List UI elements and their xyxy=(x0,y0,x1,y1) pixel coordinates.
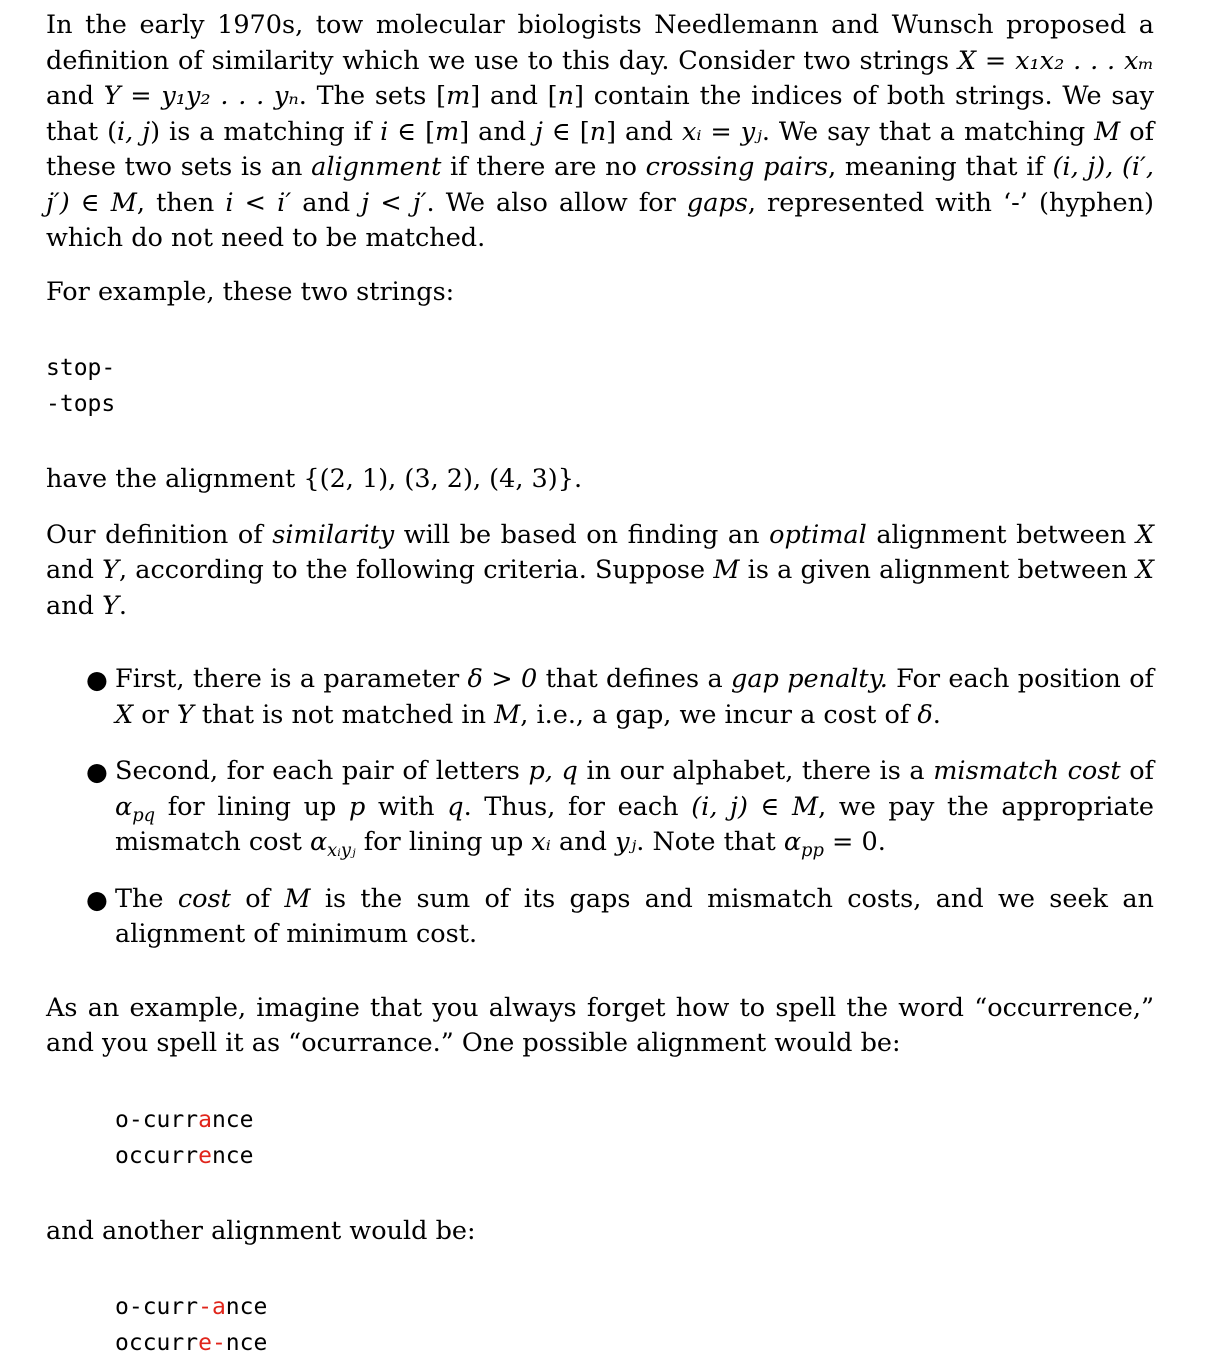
math-q: q xyxy=(447,791,464,822)
bullet-text: . Note that xyxy=(636,827,784,857)
intro-text: ] and xyxy=(606,116,682,147)
math-M: M xyxy=(284,883,311,914)
bullet-text: First, there is a parameter xyxy=(115,664,468,694)
intro-text: of these two sets is an xyxy=(46,116,1155,182)
math-X: X xyxy=(115,699,134,730)
math-pairs: (i, j), (i′, j′) ∈ M xyxy=(46,152,1154,218)
similarity-text: Our definition of xyxy=(46,519,273,550)
math-M: M xyxy=(713,555,740,585)
criteria-item-cost xyxy=(46,882,1154,953)
alignment-text: o-curr xyxy=(115,1294,199,1320)
intro-text: ] contain the indices of both strings. We say that ( xyxy=(46,81,1155,147)
gap-penalty-term: gap penalty. xyxy=(731,664,888,694)
bullet-text: The xyxy=(115,883,178,914)
similarity-text: and xyxy=(46,555,103,585)
cost-term: cost xyxy=(177,883,231,914)
alignment-text: occurr xyxy=(115,1142,199,1169)
math-m: m xyxy=(435,116,460,147)
math-yj: yⱼ xyxy=(615,827,637,857)
alignment-mismatch: a xyxy=(198,1106,212,1133)
math-alpha-subscript: pq xyxy=(132,804,156,826)
math-alpha-subscript: xᵢyⱼ xyxy=(327,840,356,862)
occurrence-paragraph: As an example, imagine that you always forget how to spell the word “occurrence,” and you spell it as “ocurrance.” One possible alignment would be: xyxy=(46,992,1154,1058)
intro-text: ] and [ xyxy=(470,81,558,111)
math-Y: Y xyxy=(102,590,119,621)
math-X: X xyxy=(1135,519,1154,550)
math-alpha: α xyxy=(783,827,802,857)
alignment-text: o-curr xyxy=(115,1106,199,1133)
intro-text: . We also allow for xyxy=(426,187,687,218)
similarity-text: , according to the following criteria. Suppose xyxy=(119,555,714,585)
intro-text: ∈ [ xyxy=(542,116,590,147)
intro-text: , then xyxy=(136,187,226,218)
alignment-text: occurr xyxy=(115,1330,199,1356)
bullet-text: For each position of xyxy=(887,664,1154,694)
bullet-icon: ● xyxy=(86,884,108,914)
example-string-2: -tops xyxy=(46,391,116,417)
intro-text: and xyxy=(46,81,104,111)
alignment-mismatch: e- xyxy=(198,1330,226,1356)
intro-paragraph xyxy=(46,8,1154,257)
intro-text: and xyxy=(291,187,362,218)
criteria-item-mismatch xyxy=(46,754,1154,861)
math-Y: Y xyxy=(102,555,119,585)
bullet-text: of xyxy=(230,883,285,914)
math-M: M xyxy=(1094,116,1121,147)
intro-text: , meaning that if xyxy=(828,152,1053,182)
math-j: j xyxy=(535,116,543,147)
bullet-text: , we pay the appropriate mismatch cost xyxy=(115,791,1154,857)
alignment-1-line-2 xyxy=(115,1138,1154,1174)
alignment-1-line-1 xyxy=(115,1102,1154,1138)
similarity-text: and xyxy=(46,590,103,621)
math-m: m xyxy=(446,81,471,111)
mismatch-cost-term: mismatch cost xyxy=(933,756,1121,786)
math-pq: p, q xyxy=(528,756,578,786)
alignment-text: nce xyxy=(211,1142,254,1169)
alignment-example-1 xyxy=(115,1102,1154,1174)
bullet-icon: ● xyxy=(86,757,108,786)
math-M: M xyxy=(494,699,521,730)
intro-text: . The sets [ xyxy=(298,81,447,111)
example-intro: For example, these two strings: xyxy=(46,276,455,307)
alignment-text: nce xyxy=(225,1294,268,1320)
math-Y: Y xyxy=(176,699,194,730)
bullet-text: for lining up xyxy=(355,827,532,857)
bullet-text: and xyxy=(550,827,616,857)
math-xi-eq-yj: xᵢ = yⱼ xyxy=(681,116,762,147)
optimal-term: optimal xyxy=(769,519,867,550)
math-ij-in-M: (i, j) ∈ M xyxy=(691,791,819,822)
crossing-pairs-term: crossing pairs xyxy=(645,152,829,182)
intro-text: ] and xyxy=(459,116,536,147)
y-definition: Y = y₁y₂ . . . yₙ xyxy=(103,81,299,111)
math-p: p xyxy=(348,791,366,822)
intro-text: ∈ [ xyxy=(388,116,436,147)
example-alignment: have the alignment {(2, 1), (3, 2), (4, 3)}. xyxy=(46,464,583,494)
bullet-text: = 0. xyxy=(823,827,886,857)
intro-text: . We say that a matching xyxy=(761,116,1095,147)
alignment-text: nce xyxy=(211,1106,254,1133)
bullet-text: for lining up xyxy=(155,791,349,822)
bullet-text: that is not matched in xyxy=(193,699,495,730)
similarity-paragraph xyxy=(46,518,1154,625)
alignment-2-line-1 xyxy=(115,1289,1154,1325)
bullet-text: or xyxy=(133,699,177,730)
intro-text: , represented with ‘-’ (hyphen) which do not need to be matched. xyxy=(46,187,1154,253)
similarity-text: will be based on finding an xyxy=(394,519,770,550)
alignment-mismatch: e xyxy=(198,1142,212,1169)
math-delta: δ xyxy=(917,699,933,730)
math-xi: xᵢ xyxy=(531,827,551,857)
bullet-text: . xyxy=(932,699,941,730)
math-n: n xyxy=(557,81,575,111)
another-alignment-intro: and another alignment would be: xyxy=(46,1215,476,1246)
math-alpha: α xyxy=(115,791,133,822)
alignment-example-2 xyxy=(115,1289,1154,1361)
criteria-item-gap xyxy=(46,662,1154,733)
bullet-text: that defines a xyxy=(537,664,732,694)
math-delta-gt: δ > 0 xyxy=(467,664,538,694)
example-strings-block xyxy=(46,350,1154,422)
similarity-text: . xyxy=(118,590,128,621)
intro-text: ) is a matching if xyxy=(150,116,381,147)
bullet-text: is the sum of its gaps and mismatch costs, and we seek an alignment of minimum cost. xyxy=(115,883,1154,949)
gaps-term: gaps xyxy=(686,187,748,218)
math-X: X xyxy=(1135,555,1154,585)
math-alpha-subscript: pp xyxy=(801,840,824,862)
bullet-text: . Thus, for each xyxy=(463,791,692,822)
document-page xyxy=(46,8,1154,1361)
alignment-term: alignment xyxy=(311,152,442,182)
criteria-list xyxy=(46,662,1154,953)
math-i: i xyxy=(380,116,389,147)
intro-text: if there are no xyxy=(441,152,646,182)
math-j-lt: j < j′ xyxy=(361,187,427,218)
bullet-text: Second, for each pair of letters xyxy=(115,756,529,786)
bullet-text: in our alphabet, there is a xyxy=(577,756,934,786)
similarity-term: similarity xyxy=(272,519,395,550)
math-i-lt: i < i′ xyxy=(225,187,292,218)
math-alpha: α xyxy=(309,827,328,857)
bullet-text: of xyxy=(1120,756,1154,786)
alignment-text: nce xyxy=(225,1330,268,1356)
example-string-1: stop- xyxy=(46,355,116,381)
intro-text: In the early 1970s, tow molecular biologists Needlemann and Wunsch proposed a definition of similarity which we use to this day. Consider two strings xyxy=(46,10,1154,76)
math-ij: i, j xyxy=(117,116,151,147)
math-n: n xyxy=(589,116,607,147)
x-definition: X = x₁x₂ . . . xₘ xyxy=(957,45,1154,76)
alignment-2-line-2 xyxy=(115,1325,1154,1361)
bullet-icon: ● xyxy=(86,665,108,694)
similarity-text: is a given alignment between xyxy=(739,555,1136,585)
alignment-mismatch: -a xyxy=(198,1294,226,1320)
bullet-text: , i.e., a gap, we incur a cost of xyxy=(520,699,918,730)
bullet-text: with xyxy=(365,791,448,822)
similarity-text: alignment between xyxy=(866,519,1136,550)
